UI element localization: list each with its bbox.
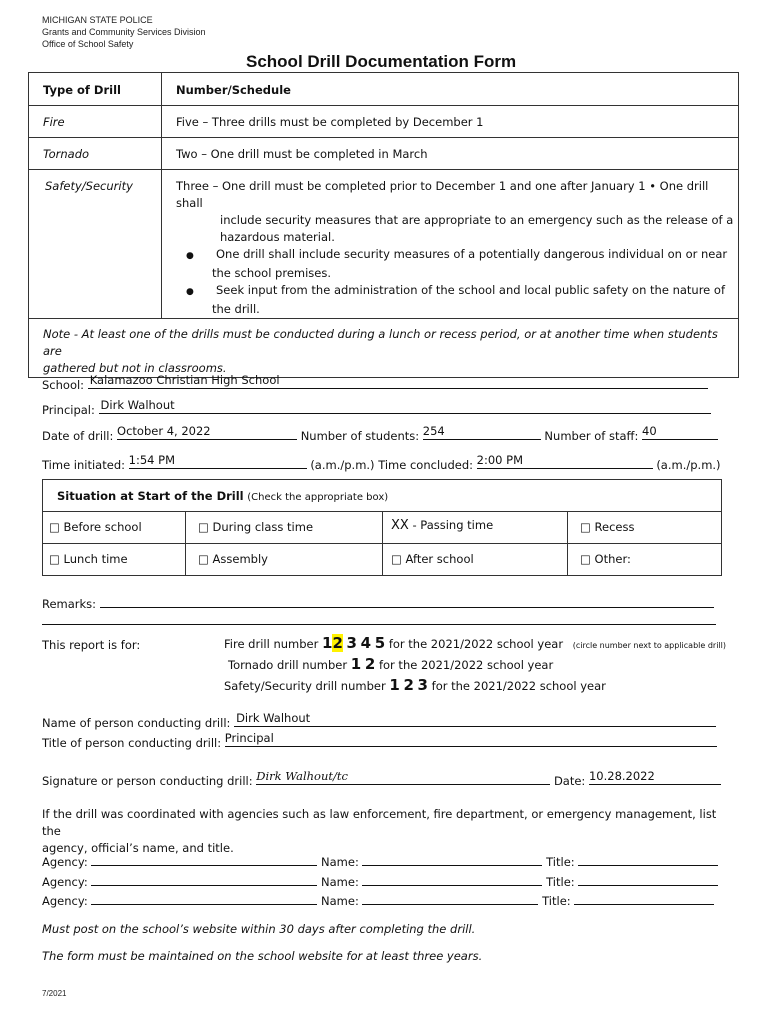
school-field[interactable]: [88, 375, 708, 389]
fire-num-2-selected[interactable]: 2: [332, 634, 343, 652]
passing-checked-mark[interactable]: XX: [391, 518, 409, 533]
maintain-note: The form must be maintained on the school website for at least three years.: [42, 949, 483, 963]
conductor-name-value: Dirk Walhout: [236, 711, 311, 725]
checkbox-icon[interactable]: □: [580, 520, 591, 534]
conductor-name-field[interactable]: [234, 713, 716, 727]
fire-num-5[interactable]: 5: [374, 634, 386, 652]
students-label: Number of students:: [300, 429, 420, 443]
signature-value: Dirk Walhout/tc: [256, 769, 348, 783]
time-init-value: 1:54 PM: [128, 453, 175, 467]
safety-num-3[interactable]: 3: [417, 676, 428, 694]
schedule-header: Number/Schedule: [162, 73, 739, 106]
bullet-icon: ●: [186, 251, 194, 261]
official-name-field[interactable]: [362, 891, 538, 905]
safety-line-1: Three – One drill must be completed prior to December 1 and one after January 1 • One drill shall: [176, 179, 709, 210]
signature-field[interactable]: [256, 771, 550, 785]
remarks-label: Remarks:: [42, 597, 97, 611]
post-note: Must post on the school’s website within 30 days after completing the drill.: [42, 922, 476, 936]
conductor-title-row: [42, 733, 732, 752]
signature-date-field[interactable]: [589, 771, 721, 785]
safety-line-2: include security measures that are appropriate to an emergency such as the release of a: [220, 213, 734, 227]
students-value: 254: [422, 424, 445, 438]
page-title: School Drill Documentation Form: [246, 52, 517, 71]
safety-type: Safety/Security: [29, 170, 162, 319]
fire-schedule: Five – Three drills must be completed by December 1: [162, 106, 739, 138]
conductor-title-field[interactable]: [225, 733, 717, 747]
date-field[interactable]: [117, 426, 297, 440]
signature-date-label: Date:: [553, 774, 586, 788]
option-lunch-time[interactable]: □ Lunch time: [43, 544, 186, 576]
ampm-label-1: (a.m./p.m.) Time concluded:: [310, 458, 473, 472]
school-label: School:: [42, 378, 85, 392]
fire-num-4[interactable]: 4: [360, 634, 372, 652]
staff-field[interactable]: [642, 426, 718, 440]
conductor-name-label: Name of person conducting drill:: [42, 716, 231, 730]
date-label: Date of drill:: [42, 429, 114, 443]
conductor-name-row: [42, 713, 732, 732]
time-init-field[interactable]: [129, 455, 307, 469]
checkbox-icon[interactable]: □: [198, 552, 209, 566]
remarks-field[interactable]: [100, 594, 714, 608]
report-label: This report is for:: [42, 638, 141, 652]
safety-bullet-1-cont: the school premises.: [212, 266, 332, 280]
date-row: [42, 426, 722, 445]
agency-instructions: If the drill was coordinated with agencies such as law enforcement, fire department, or emergency management, list the agency, official’s name, and title.: [42, 807, 717, 855]
agency-row-3: Agency: Name: Title:: [42, 891, 732, 910]
bullet-icon: ●: [186, 287, 194, 297]
safety-num-1[interactable]: 1: [389, 676, 400, 694]
situation-note: (Check the appropriate box): [247, 492, 389, 503]
fire-num-3[interactable]: 3: [346, 634, 357, 652]
form-version: 7/2021: [42, 989, 67, 998]
official-name-field[interactable]: [362, 872, 542, 886]
signature-date-value: 10.28.2022: [588, 769, 655, 783]
safety-drill-number-row: Safety/Security drill number 1 2 3 for the 2021/2022 school year: [224, 676, 606, 694]
time-concl-field[interactable]: [477, 455, 653, 469]
agency-header: [42, 14, 206, 50]
date-value: October 4, 2022: [117, 424, 211, 438]
conductor-title-value: Principal: [224, 731, 274, 745]
tornado-num-1[interactable]: 1: [350, 655, 362, 673]
agency-row-2: Agency: Name: Title:: [42, 872, 732, 891]
tornado-schedule: Two – One drill must be completed in March: [162, 138, 739, 170]
principal-label: Principal:: [42, 403, 95, 417]
conductor-title-label: Title of person conducting drill:: [42, 736, 222, 750]
checkbox-icon[interactable]: □: [580, 552, 591, 566]
option-after-school[interactable]: □ After school: [383, 544, 568, 576]
agency-field[interactable]: [91, 891, 317, 905]
safety-bullet-2-cont: the drill.: [212, 302, 260, 316]
lunch-recess-note: Note - At least one of the drills must be conducted during a lunch or recess period, or at another time when students are gathered but not in classrooms.: [29, 319, 739, 378]
staff-value: 40: [642, 424, 657, 438]
option-before-school[interactable]: □ Before school: [43, 512, 186, 544]
division-name: Grants and Community Services Division: [42, 27, 206, 37]
tornado-type: Tornado: [29, 138, 162, 170]
checkbox-icon[interactable]: □: [49, 552, 60, 566]
remarks-field-line-2[interactable]: [42, 624, 716, 625]
option-during-class[interactable]: □ During class time: [186, 512, 383, 544]
agency-row-1: Agency: Name: Title:: [42, 852, 732, 871]
org-name: MICHIGAN STATE POLICE: [42, 15, 153, 25]
ampm-label-2: (a.m./p.m.): [656, 458, 721, 472]
time-row: [42, 455, 732, 474]
situation-header: [43, 480, 722, 512]
principal-row: [42, 400, 712, 419]
signature-label: Signature or person conducting drill:: [42, 774, 253, 788]
students-field[interactable]: [423, 426, 541, 440]
official-title-field[interactable]: [578, 852, 718, 866]
agency-field[interactable]: [91, 872, 317, 886]
circle-instruction: (circle number next to applicable drill): [572, 641, 726, 650]
agency-field[interactable]: [91, 852, 317, 866]
situation-table: [42, 479, 722, 576]
safety-schedule: [162, 170, 739, 319]
fire-drill-number-row: Fire drill number 12 3 4 5 for the 2021/2022 school year (circle number next to applicable drill): [224, 634, 726, 652]
official-title-field[interactable]: [574, 891, 714, 905]
fire-type: Fire: [29, 106, 162, 138]
official-name-field[interactable]: [362, 852, 542, 866]
type-header: Type of Drill: [29, 73, 162, 106]
principal-value: Dirk Walhout: [100, 398, 175, 412]
school-row: [42, 375, 712, 394]
checkbox-icon[interactable]: □: [49, 520, 60, 534]
time-concl-value: 2:00 PM: [476, 453, 523, 467]
drill-requirements-table: [28, 72, 739, 378]
option-other[interactable]: □ Other:: [568, 544, 722, 576]
fire-num-1[interactable]: 1: [322, 634, 333, 652]
remarks-row: [42, 594, 732, 613]
tornado-num-2[interactable]: 2: [364, 655, 376, 673]
office-name: Office of School Safety: [42, 39, 134, 49]
time-init-label: Time initiated:: [42, 458, 125, 472]
safety-num-2[interactable]: 2: [403, 676, 414, 694]
safety-bullet-2: ● Seek input from the administration of the school and local public safety on the nature of: [176, 282, 738, 301]
signature-row: [42, 771, 732, 790]
staff-label: Number of staff:: [544, 429, 639, 443]
option-recess[interactable]: □ Recess: [568, 512, 722, 544]
option-passing-time[interactable]: XX - Passing time: [383, 512, 568, 544]
safety-bullet-1: ● One drill shall include security measures of a potentially dangerous individual on or near: [176, 246, 738, 265]
principal-field[interactable]: [99, 400, 711, 414]
checkbox-icon[interactable]: □: [198, 520, 209, 534]
situation-title: Situation at Start of the Drill: [57, 489, 244, 503]
checkbox-icon[interactable]: □: [391, 552, 402, 566]
school-value: Kalamazoo Christian High School: [89, 373, 280, 387]
safety-line-3: hazardous material.: [220, 230, 335, 244]
tornado-drill-number-row: Tornado drill number 1 2 for the 2021/2022 school year: [228, 655, 554, 673]
official-title-field[interactable]: [578, 872, 718, 886]
option-assembly[interactable]: □ Assembly: [186, 544, 383, 576]
